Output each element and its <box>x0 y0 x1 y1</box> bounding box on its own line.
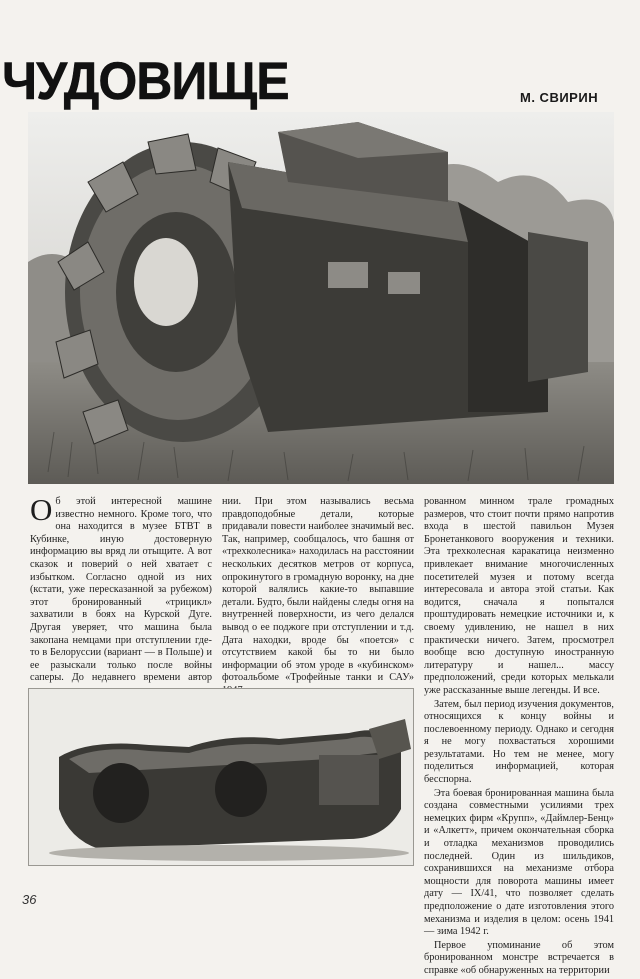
article-paragraph: Об этой интересной машине известно немного. Кроме того, что она находится в музее БТВТ в Кубинке, иную достоверную информацию вы вряд ли отыщите. А вот сказок и поверий о ней хватает с избытком. Согласно одной из них (кстати, уже пересказанной за рубежом) этот бронированный «трицикл» захватили в боях на Курской Дуге. Другая уверяет, что машина была закопана немцами при отступлении где-то в Белоруссии (вариант — в Польше) и ее разыскали только после войны саперы. До недавнего времени автор <box>30 492 212 684</box>
hull-photo <box>28 688 414 866</box>
article-paragraph: нии. При этом назывались весьма правдоподобные детали, которые придавали повести наиболее значимый вес. Так, например, сообщалось, что башня от «трехколесника» находилась на расстоянии нескольких десятков метров от корпуса, опрокинутого в громадную воронку, на дне которой валялись какие-то выпавшие детали. Будто, были найдены следы огня на внутренней поверхности, из чего делался вывод о ее поджоге при отступлении и т.д. Дата находки, вроде бы «поется» с отсутствием какой бы то ни было информации об этом уроде в «кубинском» фотоальбоме «Трофейные танки и САУ» <box>222 496 414 684</box>
drop-cap: О <box>30 492 53 527</box>
article-paragraph: Затем, был период изучения документов, относящихся к концу войны и послевоенному периоду. Однако и сегодня я не могу похвастаться хорошими результатами. Но тем не менее, могу поделиться информацией, которая бесспорна. <box>424 698 614 786</box>
article-paragraph: Первое упоминание об этом бронированном монстре встречается в справке «об обнаруженных на территории <box>424 939 614 976</box>
mine-roller-photo <box>28 112 614 484</box>
article-title: ЧУДОВИЩЕ <box>2 51 289 111</box>
article-paragraph: Эта боевая бронированная машина была создана совместными усилиями трех немецких фирм «Крупп», «Даймлер-Бенц» и «Алкетт», причем окончательная сборка и отладка механизмов проводились последней. Один из шильдиков, сохранившихся на механизме отбора мощности для поворота машины имеет дату — IX/41, что позволяет сделать предположение о дате изготовления этого механизма и изделия в целом: осень 1941 — зима 1942 г. <box>424 787 614 938</box>
article-paragraph: рованном минном трале громадных размеров, что стоит почти прямо напротив входа в шестой павильон Музея Бронетанкового вооружения и техники. Эта трехколесная каракатица неизменно привлекает внимание многочисленных посетителей музея и потому всегда интересовала и автора этой статьи. Как водится, сначала я попытался проштудировать немецкие источники и, к своему удивлению, не нашел в них практически ничего. Затем, просмотрел вообще всю доступную иностранную литературу и нашел... массу предположений, среди которых мелькали уже рассказанные выше легенды. И все. <box>424 496 614 696</box>
article-column-3 <box>424 496 614 979</box>
article-author: М. СВИРИН <box>520 90 599 105</box>
page-number: 36 <box>22 892 37 907</box>
